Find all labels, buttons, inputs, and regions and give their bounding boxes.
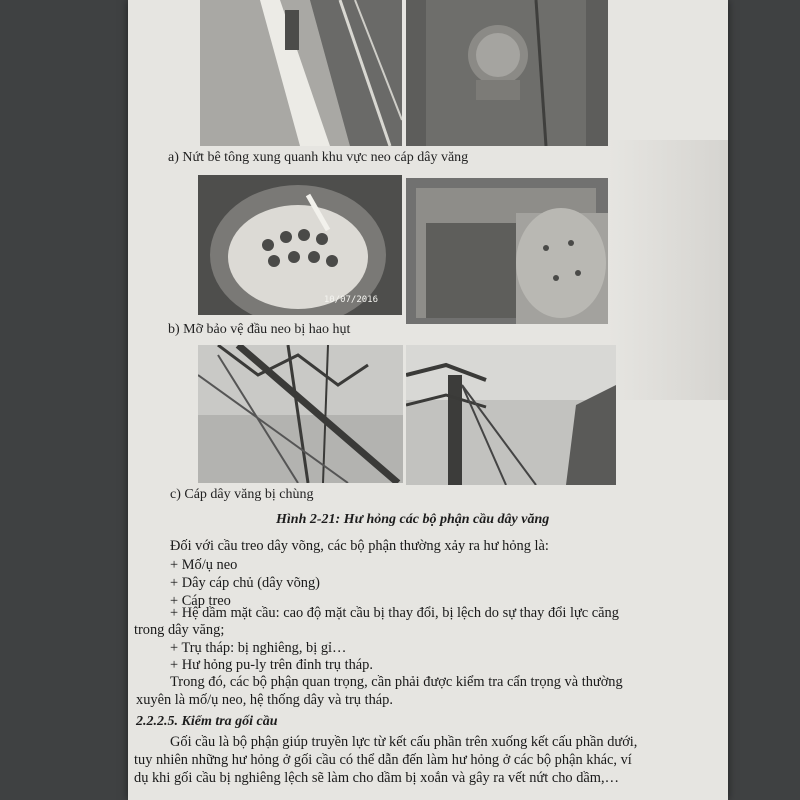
caption-b: b) Mỡ bảo vệ đầu neo bị hao hụt (168, 322, 351, 337)
intro-paragraph: Đối với cầu treo dây võng, các bộ phận thường xảy ra hư hỏng là: (170, 538, 549, 554)
paragraph-line: Gối cầu là bộ phận giúp truyền lực từ kết cấu phần trên xuống kết cấu phần dưới, (170, 734, 638, 750)
paragraph-line: tuy nhiên những hư hỏng ở gối cầu có thể dẫn đến làm hư hỏng ở các bộ phận khác, ví (134, 752, 632, 768)
photo-date-stamp: 10/07/2016 (323, 295, 378, 305)
paragraph-line: xuyên là mố/ụ neo, hệ thống dây và trụ tháp. (136, 692, 393, 708)
list-item: + Hệ dầm mặt cầu: cao độ mặt cầu bị thay đổi, bị lệch do sự thay đổi lực căng (170, 605, 619, 621)
list-item-continuation: trong dây văng; (134, 622, 225, 638)
paragraph-line: dụ khi gối cầu bị nghiêng lệch sẽ làm cho dầm bị xoắn và gây ra vết nứt cho dầm,… (134, 770, 619, 786)
book-page (128, 0, 728, 800)
bleed-through-shadow (608, 140, 728, 400)
paragraph-line: Trong đó, các bộ phận quan trọng, cần phải được kiểm tra cẩn trọng và thường (170, 674, 623, 690)
list-item: + Trụ tháp: bị nghiêng, bị gỉ… (170, 640, 347, 656)
figure-title: Hình 2-21: Hư hỏng các bộ phận cầu dây văng (276, 512, 550, 527)
list-item: + Hư hỏng pu-ly trên đỉnh trụ tháp. (170, 657, 373, 673)
caption-c: c) Cáp dây văng bị chùng (170, 487, 314, 502)
photo-c-left (198, 345, 403, 483)
list-item: + Mố/ụ neo (170, 557, 238, 573)
photo-a-right (406, 0, 608, 146)
photo-a-left (200, 0, 402, 146)
caption-a: a) Nứt bê tông xung quanh khu vực neo cáp dây văng (168, 150, 469, 165)
list-item: + Cáp treo (170, 593, 231, 609)
photo-c-right (406, 345, 616, 485)
list-item: + Dây cáp chủ (dây võng) (170, 575, 320, 591)
section-heading: 2.2.2.5. Kiểm tra gối cầu (136, 714, 278, 729)
photo-b-right (406, 178, 608, 324)
photo-b-left (198, 175, 402, 315)
